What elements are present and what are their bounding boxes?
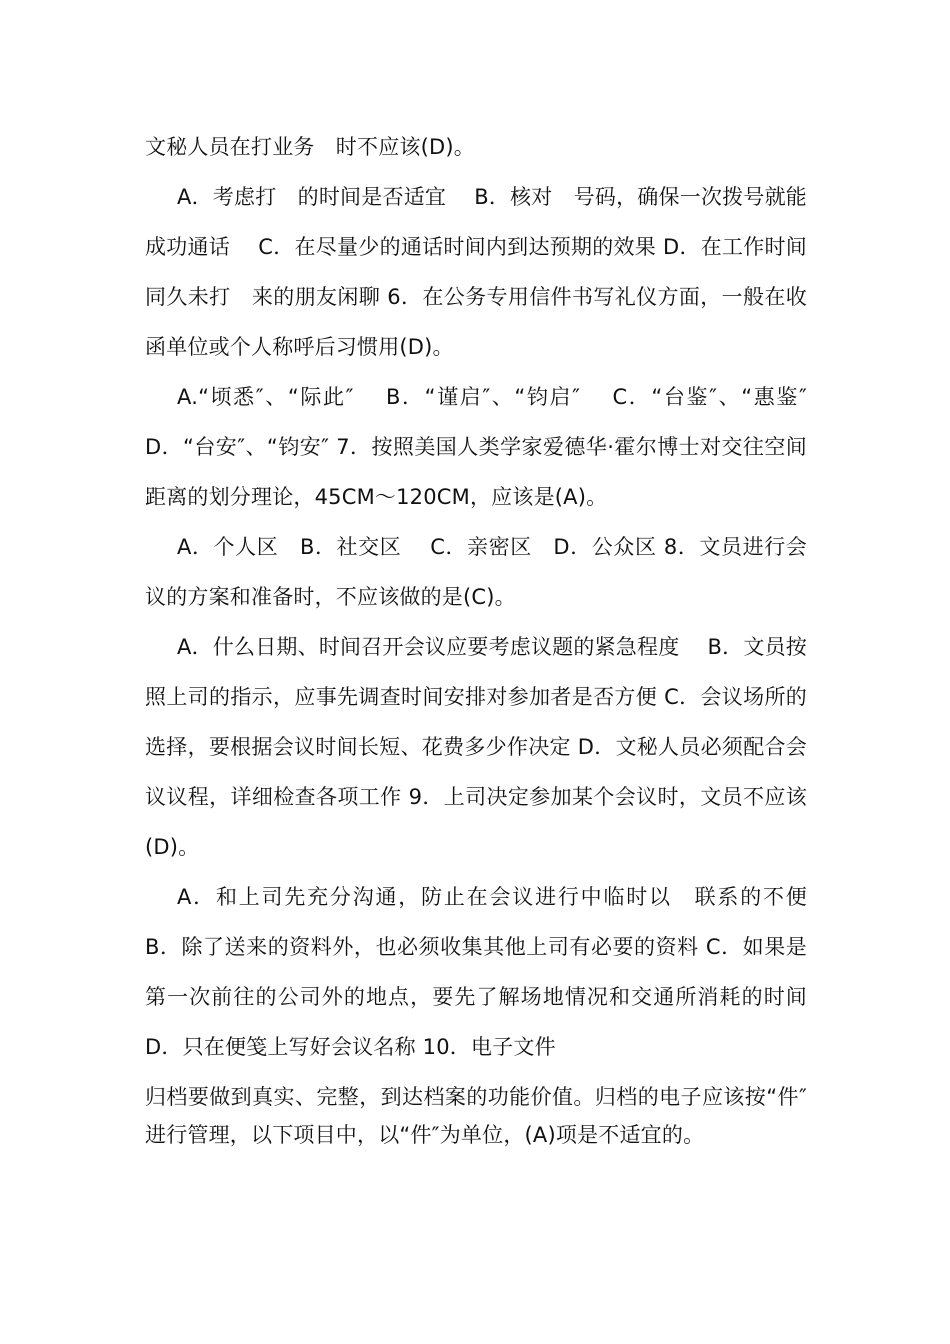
paragraph-6: A．和上司先充分沟通，防止在会议进行中临时以 联系的不便 B．除了送来的资料外，也必须收集其他上司有必要的资料 C．如果是第一次前往的公司外的地点，要先了解场地情况和交通所消耗的时间 D．只在便笺上写好会议名称 10．电子文件 xyxy=(145,885,836,1059)
paragraph-2: A．考虑打 的时间是否适宜 B．核对 号码，确保一次拨号就能成功通话 C．在尽量少的通话时间内到达预期的效果 D．在工作时间同久未打 来的朋友闲聊 6．在公务专用信件书写礼仪方面，一般在收函单位或个人称呼后习惯用(D)。 xyxy=(145,185,807,359)
document-body xyxy=(145,122,836,1154)
paragraph-7: 归档要做到真实、完整，到达档案的功能价值。归档的电子应该按“件″进行管理，以下项目中，以“件″为单位，(A)项是不适宜的。 xyxy=(145,1085,807,1147)
paragraph-4: A．个人区 B．社交区 C．亲密区 D．公众区 8．文员进行会议的方案和准备时，不应该做的是(C)。 xyxy=(145,535,807,609)
paragraph-3: A.“顷悉″、“际此″ B．“谨启″、“钧启″ C．“台鉴″、“惠鉴″ D．“台安″、“钧安″ 7．按照美国人类学家爱德华·霍尔博士对交往空间距离的划分理论，45CM～120CM，应该是(A)。 xyxy=(145,385,836,509)
paragraph-5: A．什么日期、时间召开会议应要考虑议题的紧急程度 B．文员按照上司的指示，应事先调查时间安排对参加者是否方便 C．会议场所的选择，要根据会议时间长短、花费多少作决定 D．文秘人员必须配合会议议程，详细检查各项工作 9．上司决定参加某个会议时，文员不应该(D)。 xyxy=(145,635,807,859)
paragraph-1: 文秘人员在打业务 时不应该(D)。 xyxy=(145,135,475,159)
